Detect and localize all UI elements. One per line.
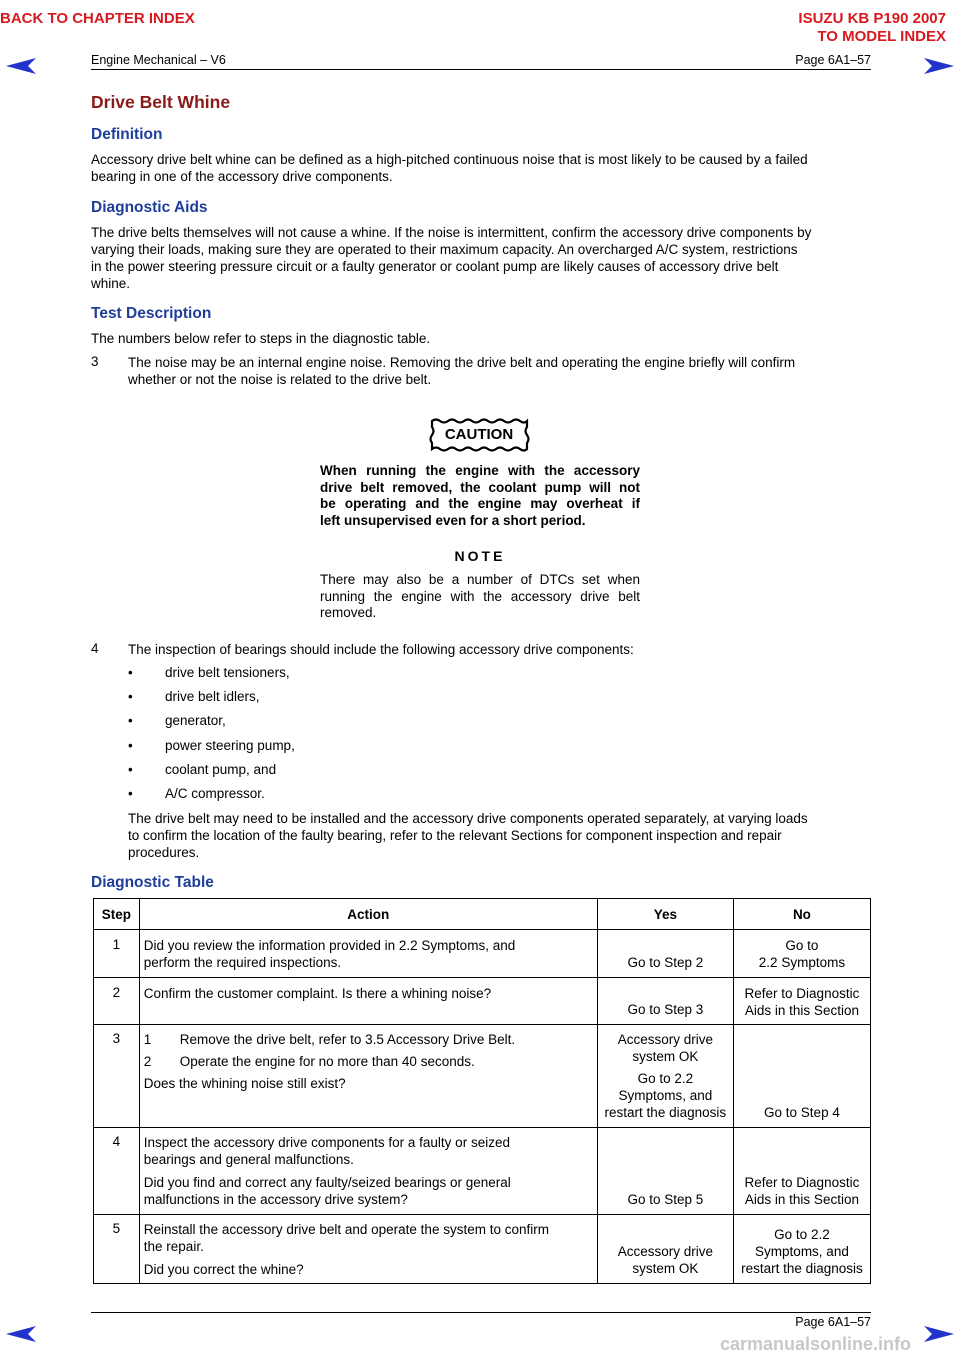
header-page-number: Page 6A1–57: [795, 53, 871, 67]
page-title: Drive Belt Whine: [91, 92, 231, 112]
column-header-no: No: [733, 899, 870, 930]
no-line: Go to Step 4: [764, 1105, 840, 1120]
test-step-3-text: [128, 354, 868, 388]
diagnostic-aids-line: The drive belts themselves will not cause a whine. If the noise is intermittent, confirm the accessory drive components by: [91, 225, 812, 240]
yes-cell: [597, 1215, 733, 1284]
bullet-item: generator,: [165, 713, 226, 728]
note-line: There may also be a number of DTCs set when: [320, 572, 640, 587]
no-cell: [733, 978, 870, 1025]
diagnostic-aids-line: whine.: [91, 276, 131, 291]
yes-cell: [597, 1128, 733, 1215]
no-line: Refer to Diagnostic: [744, 986, 860, 1001]
diagnostic-table: [93, 898, 871, 1284]
bullet-icon: •: [128, 762, 133, 777]
action-line: Reinstall the accessory drive belt and operate the system to confirm: [143, 1222, 549, 1237]
no-line: Go to: [785, 938, 819, 953]
caution-label: CAUTION: [444, 426, 514, 443]
table-header-row: [94, 899, 871, 930]
action-line: malfunctions in the accessory drive system?: [143, 1192, 408, 1207]
next-page-arrow-icon[interactable]: [924, 58, 954, 74]
action-cell: [139, 930, 597, 978]
yes-line: Go to Step 2: [627, 955, 704, 970]
note-line: removed.: [320, 605, 377, 620]
previous-page-arrow-bottom-icon[interactable]: [6, 1326, 36, 1342]
caution-line: When running the engine with the accessory: [320, 463, 640, 478]
bullet-item: coolant pump, and: [165, 762, 277, 777]
definition-heading: Definition: [91, 126, 163, 143]
action-line: Inspect the accessory drive components for a faulty or seized: [143, 1135, 510, 1150]
yes-cell: [597, 930, 733, 978]
previous-page-arrow-icon[interactable]: [6, 58, 36, 74]
watermark-text: carmanualsonline.info: [720, 1334, 912, 1354]
yes-line: Accessory drive: [617, 1032, 713, 1047]
table-row: [94, 930, 871, 978]
action-cell: [139, 1025, 597, 1128]
action-cell: [139, 1215, 597, 1284]
note-line: running the engine with the accessory drive belt: [320, 588, 640, 604]
action-item-text: Operate the engine for no more than 40 seconds.: [179, 1054, 475, 1069]
action-item-number: 1: [143, 1032, 152, 1047]
caution-line: drive belt removed, the coolant pump will not: [320, 479, 640, 495]
bullet-icon: •: [128, 786, 133, 801]
to-model-index-link[interactable]: [798, 10, 946, 46]
yes-line: restart the diagnosis: [604, 1105, 727, 1120]
action-item-text: Remove the drive belt, refer to 3.5 Accessory Drive Belt.: [179, 1032, 516, 1047]
footer-page-number: Page 6A1–57: [795, 1315, 871, 1329]
no-line: Refer to Diagnostic: [744, 1175, 860, 1190]
bullet-item: drive belt tensioners,: [165, 665, 290, 680]
yes-line: Symptoms, and: [618, 1088, 713, 1103]
step-cell: 1: [94, 930, 140, 978]
test-step-line: The noise may be an internal engine noise. Removing the drive belt and operating the engine briefly will confirm: [128, 355, 796, 370]
model-index-label: TO MODEL INDEX: [817, 28, 946, 45]
caution-badge: [428, 418, 530, 452]
header-rule: [91, 69, 871, 70]
diagnostic-aids-text: [91, 224, 871, 292]
caution-line: be operating and the engine may overheat if: [320, 496, 640, 511]
outro-line: to confirm the location of the faulty bearing, refer to the relevant Sections for component inspection and repair: [128, 828, 782, 843]
model-title: ISUZU KB P190 2007: [798, 10, 946, 27]
no-line: restart the diagnosis: [741, 1261, 863, 1276]
step-cell: 3: [94, 1025, 140, 1128]
action-line: the repair.: [143, 1239, 204, 1254]
action-line: bearings and general malfunctions.: [143, 1152, 354, 1167]
no-line: 2.2 Symptoms: [758, 955, 846, 970]
bullet-icon: •: [128, 665, 133, 680]
column-header-yes: Yes: [597, 899, 733, 930]
action-line: perform the required inspections.: [143, 955, 342, 970]
bullet-item: A/C compressor.: [165, 786, 265, 801]
diagnostic-aids-line: varying their loads, making sure they are operated to their maximum capacity. An overcharged A/C system, restrictions: [91, 242, 798, 257]
action-line: Did you find and correct any faulty/seized bearings or general: [143, 1175, 511, 1190]
no-line: Aids in this Section: [744, 1192, 859, 1207]
test-step-4-outro: [128, 810, 868, 861]
bullet-item: power steering pump,: [165, 738, 295, 753]
table-row: [94, 1128, 871, 1215]
action-item-number: 2: [143, 1054, 152, 1069]
yes-line: Go to Step 3: [627, 1002, 704, 1017]
yes-line: Accessory drive: [617, 1244, 713, 1259]
table-row: [94, 1025, 871, 1128]
diagnostic-aids-heading: Diagnostic Aids: [91, 199, 208, 216]
test-step-number: 4: [91, 641, 99, 656]
yes-cell: [597, 978, 733, 1025]
action-question: Does the whining noise still exist?: [143, 1076, 346, 1091]
yes-line: Go to Step 5: [627, 1192, 704, 1207]
header-section-title: Engine Mechanical – V6: [91, 53, 226, 67]
definition-text: [91, 151, 871, 185]
yes-cell: [597, 1025, 733, 1128]
yes-line: system OK: [632, 1049, 699, 1064]
action-cell: [139, 1128, 597, 1215]
no-line: Symptoms, and: [755, 1244, 849, 1259]
note-text: [320, 572, 640, 622]
back-to-chapter-index-link[interactable]: BACK TO CHAPTER INDEX: [0, 10, 195, 27]
diagnostic-aids-line: in the power steering pressure circuit or a faulty generator or coolant pump are likely causes of accessory drive belt: [91, 259, 779, 274]
test-step-line: whether or not the noise is related to the drive belt.: [128, 372, 432, 387]
no-line: Aids in this Section: [744, 1003, 859, 1018]
action-line: Did you review the information provided in 2.2 Symptoms, and: [143, 938, 516, 953]
step-cell: 4: [94, 1128, 140, 1215]
diagnostic-table-heading: Diagnostic Table: [91, 874, 214, 891]
note-label: NOTE: [454, 548, 506, 564]
no-cell: [733, 1128, 870, 1215]
action-list-item: [144, 1053, 597, 1070]
definition-line: Accessory drive belt whine can be defined as a high-pitched continuous noise that is most likely to be caused by a failed: [91, 152, 808, 167]
step-cell: 5: [94, 1215, 140, 1284]
action-line: Did you correct the whine?: [143, 1262, 304, 1277]
no-cell: [733, 1215, 870, 1284]
bullet-icon: •: [128, 713, 133, 728]
action-line: Confirm the customer complaint. Is there a whining noise?: [143, 986, 492, 1001]
yes-line: Go to 2.2: [637, 1071, 694, 1086]
test-step-4-intro: The inspection of bearings should include the following accessory drive components:: [128, 642, 634, 657]
bullet-icon: •: [128, 738, 133, 753]
no-cell: [733, 1025, 870, 1128]
outro-line: procedures.: [128, 845, 200, 860]
action-cell: [139, 978, 597, 1025]
column-header-step: Step: [94, 899, 140, 930]
action-list-item: [144, 1031, 597, 1048]
table-row: [94, 1215, 871, 1284]
bullet-icon: •: [128, 689, 133, 704]
bullet-item: drive belt idlers,: [165, 689, 260, 704]
caution-text: [320, 463, 640, 529]
no-line: Go to 2.2: [774, 1227, 830, 1242]
step-cell: 2: [94, 978, 140, 1025]
outro-line: The drive belt may need to be installed and the accessory drive components operated separately, at varying loads: [128, 811, 808, 826]
definition-line: bearing in one of the accessory drive components.: [91, 169, 393, 184]
column-header-action: Action: [139, 899, 597, 930]
table-row: [94, 978, 871, 1025]
yes-line: system OK: [632, 1261, 699, 1276]
next-page-arrow-bottom-icon[interactable]: [924, 1326, 954, 1342]
test-step-number: 3: [91, 354, 99, 369]
test-description-intro: The numbers below refer to steps in the diagnostic table.: [91, 331, 431, 346]
caution-line: left unsupervised even for a short period.: [320, 512, 586, 528]
footer-rule: [91, 1312, 871, 1313]
test-description-heading: Test Description: [91, 305, 212, 322]
no-cell: [733, 930, 870, 978]
